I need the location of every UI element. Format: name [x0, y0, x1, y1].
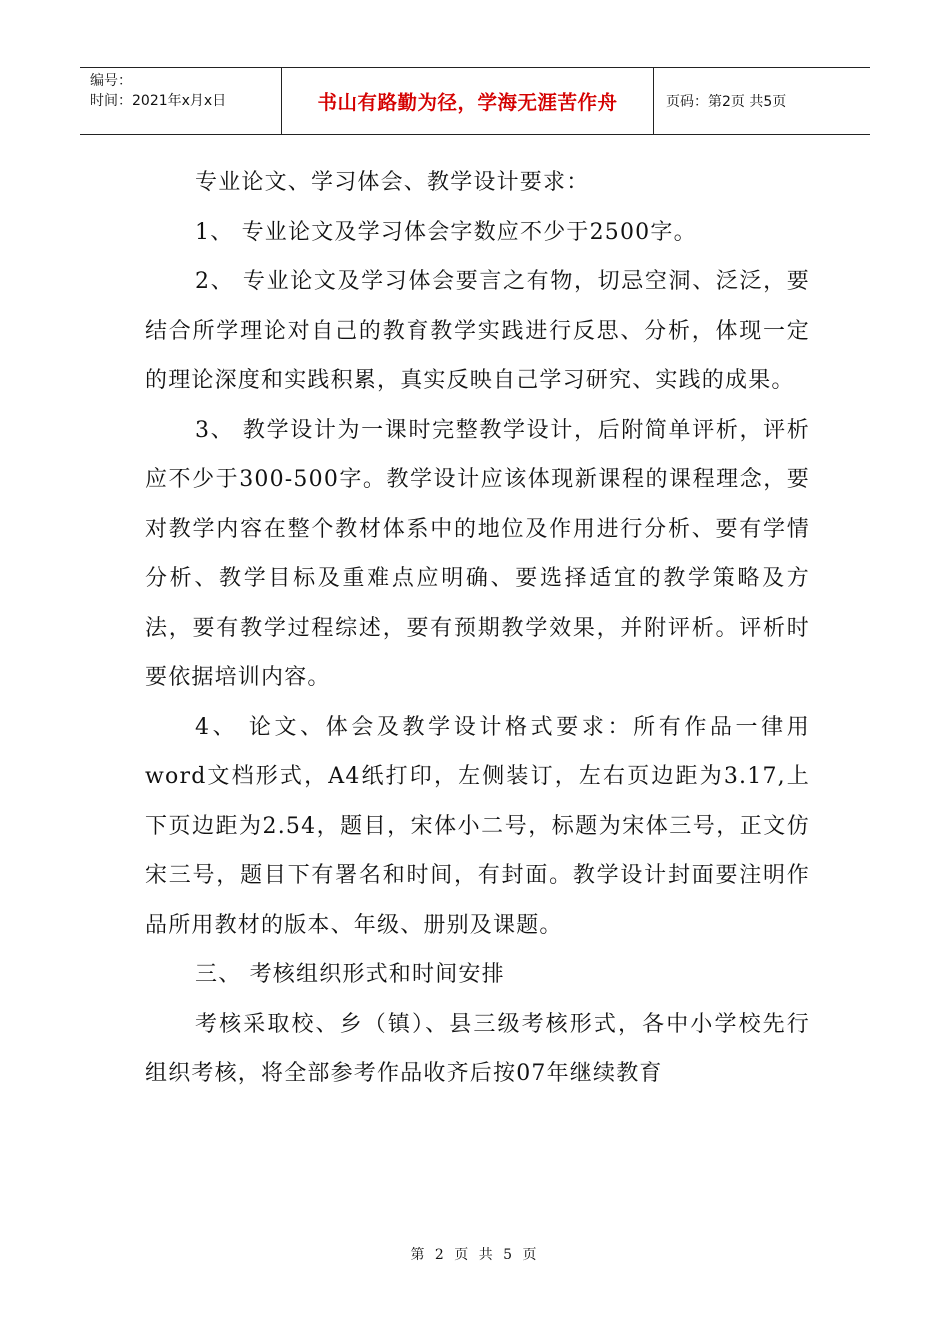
document-body [145, 158, 810, 1099]
document-number-label: 编号： [90, 73, 132, 89]
header-meta [80, 68, 282, 134]
page-footer [0, 1244, 950, 1264]
requirement-2: 2、 专业论文及学习体会要言之有物，切忌空洞、泛泛，要结合所学理论对自己的教育教学实践进行反思、分析，体现一定的理论深度和实践积累，真实反映自己学习研究、实践的成果。 [145, 269, 810, 393]
footer-page-number: 第 2 页 共 5 页 [410, 1247, 540, 1263]
requirement-4: 4、 论文、体会及教学设计格式要求：所有作品一律用word文档形式，A4纸打印，左侧装订，左右页边距为3.17,上下页边距为2.54，题目，宋体小二号，标题为宋体三号，正文仿宋三号，题目下有署名和时间，有封面。教学设计封面要注明作品所用教材的版本、年级、册别及课题。 [145, 714, 810, 938]
assessment-paragraph: 考核采取校、乡（镇）、县三级考核形式，各中小学校先行组织考核，将全部参考作品收齐后按07年继续教育 [145, 1011, 810, 1086]
requirement-1: 1、 专业论文及学习体会字数应不少于2500字。 [195, 219, 697, 245]
motto-text: 书山有路勤为径，学海无涯苦作舟 [317, 91, 618, 114]
header-page-info [654, 68, 870, 134]
page-header [80, 67, 870, 135]
section-intro: 专业论文、学习体会、教学设计要求： [195, 170, 590, 195]
document-date: 时间：2021年x月x日 [90, 93, 227, 109]
header-motto [282, 68, 654, 134]
section-heading-3: 三、 考核组织形式和时间安排 [195, 962, 505, 987]
page-info-text: 页码：第2页 共5页 [666, 94, 787, 110]
requirement-3: 3、 教学设计为一课时完整教学设计，后附简单评析，评析应不少于300-500字。教学设计应该体现新课程的课程理念，要对教学内容在整个教材体系中的地位及作用进行分析、要有学情分析、教学目标及重难点应明确、要选择适宜的教学策略及方法，要有教学过程综述，要有预期教学效果，并附评析。评析时要依据培训内容。 [145, 417, 810, 690]
